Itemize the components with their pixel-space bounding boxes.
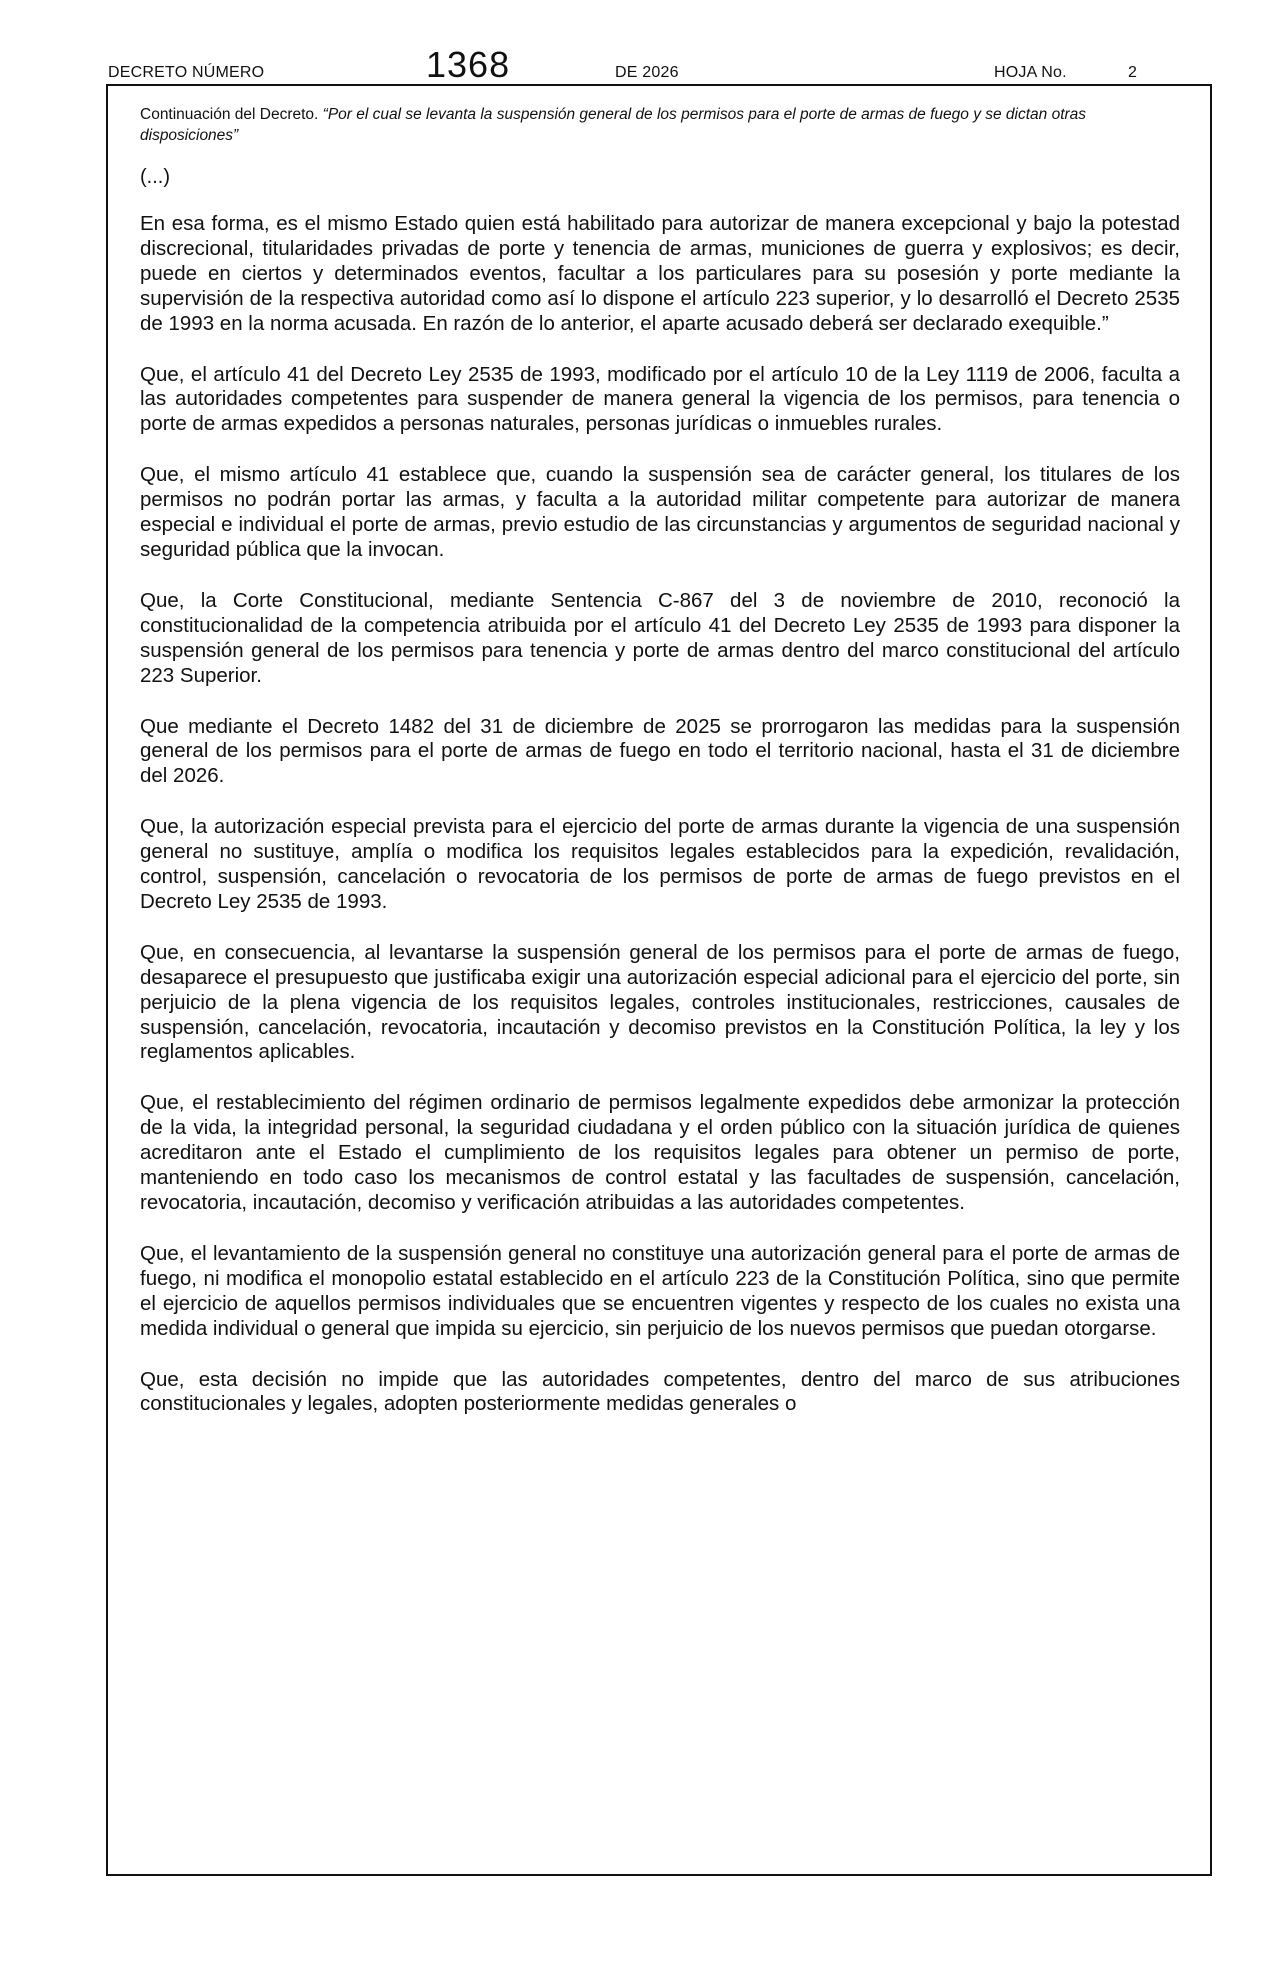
ellipsis-marker: (...) [140, 166, 170, 188]
paragraph-9: Que, el levantamiento de la suspensión general no constituye una autorización general para el porte de armas de fuego, ni modifica el monopolio estatal establecido en el artículo 223 de la Constitución Política, sino que permite el ejercicio de aquellos permisos individuales que se encuentren vigentes y respecto de los cuales no exista una medida individual o general que impida su ejercicio, sin perjuicio de los nuevos permisos que puedan otorgarse. [140, 1241, 1180, 1340]
paragraph-2: Que, el artículo 41 del Decreto Ley 2535 de 1993, modificado por el artículo 10 de la Ley 1119 de 2006, faculta a las autoridades competentes para suspender de manera general la vigencia de los permisos, para tenencia o porte de armas expedidos a personas naturales, personas jurídicas o inmuebles rurales. [140, 362, 1180, 436]
page-number: 2 [1128, 64, 1138, 81]
paragraph-5: Que mediante el Decreto 1482 del 31 de diciembre de 2025 se prorrogaron las medidas para la suspensión general de los permisos para el porte de armas de fuego en todo el territorio nacional, hasta el 31 de diciembre del 2026. [140, 714, 1180, 788]
paragraph-10: Que, esta decisión no impide que las autoridades competentes, dentro del marco de sus atribuciones constitucionales y legales, adopten posteriormente medidas generales o [140, 1367, 1180, 1416]
paragraph-4: Que, la Corte Constitucional, mediante Sentencia C-867 del 3 de noviembre de 2010, reconoció la constitucionalidad de la competencia atribuida por el artículo 41 del Decreto Ley 2535 de 1993 para disponer la suspensión general de los permisos para tenencia y porte de armas dentro del marco constitucional del artículo 223 Superior. [140, 588, 1180, 687]
document-body [140, 104, 1180, 1443]
decreto-label: DECRETO NÚMERO [108, 64, 265, 81]
paragraph-6: Que, la autorización especial prevista para el ejercicio del porte de armas durante la vigencia de una suspensión general no sustituye, amplía o modifica los requisitos legales establecidos para la expedición, revalidación, control, suspensión, cancelación o revocatoria de los permisos de porte de armas de fuego previstos en el Decreto Ley 2535 de 1993. [140, 815, 1180, 913]
paragraph-3: Que, el mismo artículo 41 establece que, cuando la suspensión sea de carácter general, los titulares de los permisos no podrán portar las armas, y faculta a la autoridad militar competente para autorizar de manera especial e individual el porte de armas, previo estudio de las circunstancias y argumentos de seguridad nacional y seguridad pública que la invocan. [140, 463, 1180, 561]
paragraph-7: Que, en consecuencia, al levantarse la suspensión general de los permisos para el porte de armas de fuego, desaparece el presupuesto que justificaba exigir una autorización especial adicional para el ejercicio del porte, sin perjuicio de la plena vigencia de los requisitos legales, controles institucionales, restricciones, causales de suspensión, cancelación, revocatoria, incautación y decomiso previstos en la Constitución Política, la ley y los reglamentos aplicables. [140, 940, 1180, 1064]
decree-number: 1368 [426, 44, 511, 85]
paragraph-1: En esa forma, es el mismo Estado quien está habilitado para autorizar de manera excepcional y bajo la potestad discrecional, titularidades privadas de porte y tenencia de armas, municiones de guerra y explosivos; es decir, puede en ciertos y determinados eventos, facultar a los particulares para su posesión y porte mediante la supervisión de la respectiva autoridad como así lo dispone el artículo 223 superior, y lo desarrolló el Decreto 2535 de 1993 en la norma acusada. En razón de lo anterior, el aparte acusado deberá ser declarado exequible.” [140, 212, 1180, 335]
continuation-prefix: Continuación del Decreto. [140, 106, 319, 123]
continuation-title: “Por el cual se levanta la suspensión general de los permisos para el porte de armas de fuego y se dictan otras disposiciones” [140, 106, 1087, 144]
decree-year: DE 2026 [615, 64, 679, 81]
continuation-note [140, 104, 1180, 146]
page-header [108, 44, 1214, 84]
paragraph-8: Que, el restablecimiento del régimen ordinario de permisos legalmente expedidos debe armonizar la protección de la vida, la integridad personal, la seguridad ciudadana y el orden público con la situación jurídica de quienes acreditaron ante el Estado el cumplimiento de los requisitos legales para obtener un permiso de porte, manteniendo en todo caso los mecanismos de control estatal y las facultades de suspensión, cancelación, revocatoria, incautación, decomiso y verificación atribuidas a las autoridades competentes. [140, 1091, 1180, 1214]
hoja-label: HOJA No. [994, 64, 1067, 81]
